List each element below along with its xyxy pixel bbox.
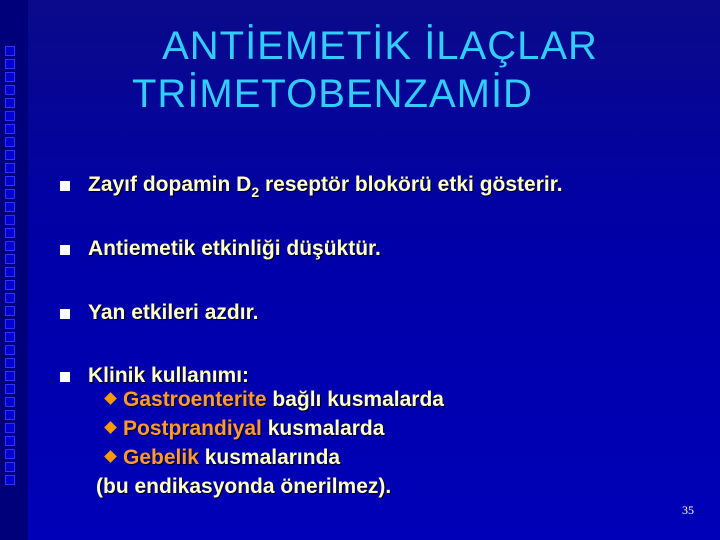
sub-item <box>88 414 444 443</box>
bullet-text-2: Antiemetik etkinliği düşüktür. <box>88 237 381 260</box>
decorative-square <box>5 150 15 160</box>
decorative-square <box>5 306 15 316</box>
title-line-2: TRİMETOBENZAMİD <box>132 72 533 116</box>
diamond-bullet-icon <box>104 392 117 405</box>
bullet-square-icon <box>60 309 70 319</box>
decorative-square <box>5 189 15 199</box>
sub-item-highlight: Postprandiyal <box>123 417 262 440</box>
slide-title <box>90 22 650 118</box>
bullet-1-post: reseptör blokörü etki gösterir. <box>259 173 563 196</box>
title-line-1: ANTİEMETİK İLAÇLAR <box>162 24 598 68</box>
decorative-square <box>5 397 15 407</box>
decorative-square <box>5 111 15 121</box>
diamond-bullet-icon <box>104 450 117 463</box>
sub-item-highlight: Gastroenterite <box>123 388 267 411</box>
sub-item-rest: bağlı kusmalarda <box>266 388 444 411</box>
decorative-square <box>5 449 15 459</box>
left-decorative-band <box>0 0 28 540</box>
decorative-square <box>5 85 15 95</box>
decorative-square <box>5 345 15 355</box>
bullet-1-subscript: 2 <box>251 184 260 200</box>
decorative-square <box>5 475 15 485</box>
decorative-square <box>5 176 15 186</box>
sub-item-rest: kusmalarında <box>198 446 341 469</box>
decorative-square <box>5 228 15 238</box>
decorative-square <box>5 280 15 290</box>
bullet-text-3: Yan etkileri azdır. <box>88 301 259 324</box>
decorative-square <box>5 163 15 173</box>
slide-number: 35 <box>682 503 694 517</box>
bullet-text-4: Klinik kullanımı: <box>88 364 250 387</box>
decorative-square <box>5 215 15 225</box>
decorative-square <box>5 241 15 251</box>
decorative-squares <box>5 46 19 488</box>
decorative-square <box>5 462 15 472</box>
decorative-square <box>5 358 15 368</box>
decorative-square <box>5 332 15 342</box>
decorative-square <box>5 436 15 446</box>
decorative-square <box>5 98 15 108</box>
bullet-text-1 <box>88 172 563 205</box>
sub-item <box>88 385 444 414</box>
sub-item-rest: kusmalarda <box>261 417 385 440</box>
decorative-square <box>5 202 15 212</box>
note-text: (bu endikasyonda önerilmez). <box>96 475 392 498</box>
decorative-square <box>5 384 15 394</box>
bullet-square-icon <box>60 245 70 255</box>
sub-list <box>88 385 444 501</box>
bullet-square-icon <box>60 372 70 382</box>
sub-item-highlight: Gebelik <box>123 446 199 469</box>
decorative-square <box>5 137 15 147</box>
decorative-square <box>5 124 15 134</box>
decorative-square <box>5 423 15 433</box>
decorative-square <box>5 371 15 381</box>
decorative-square <box>5 267 15 277</box>
decorative-square <box>5 59 15 69</box>
decorative-square <box>5 293 15 303</box>
decorative-square <box>5 72 15 82</box>
sub-item <box>88 443 444 472</box>
decorative-square <box>5 319 15 329</box>
diamond-bullet-icon <box>104 421 117 434</box>
bullet-square-icon <box>60 181 70 191</box>
bullet-1-pre: Zayıf dopamin D <box>88 173 252 196</box>
decorative-square <box>5 46 15 56</box>
decorative-square <box>5 254 15 264</box>
decorative-square <box>5 410 15 420</box>
